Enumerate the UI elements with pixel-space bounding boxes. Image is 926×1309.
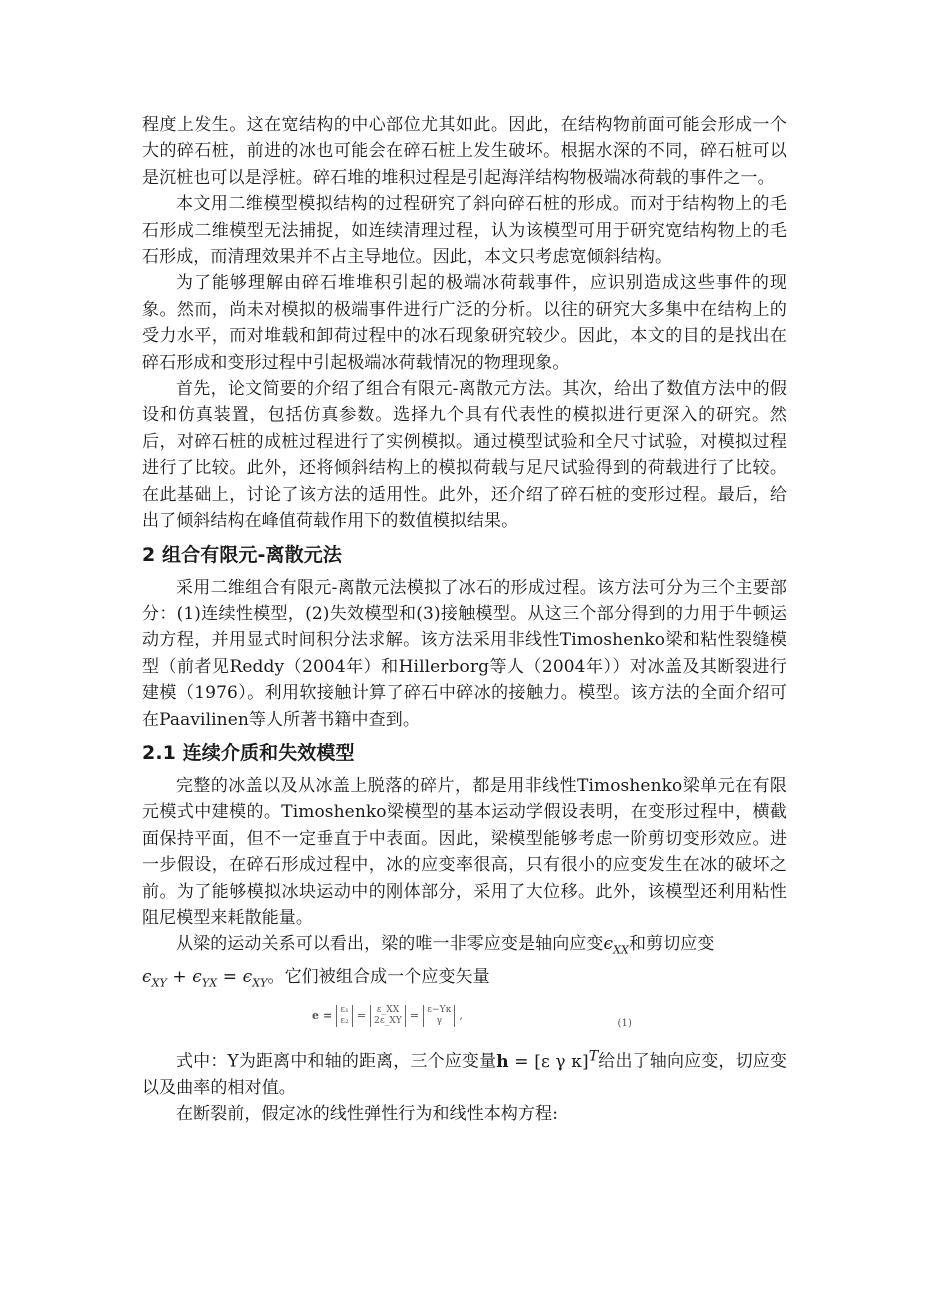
strain-vector-h: h = [ε γ κ]$^T$ bbox=[496, 1047, 599, 1072]
paragraph-timoshenko-beam: 完整的冰盖以及从冰盖上脱落的碎片，都是用非线性Timoshenko梁单元在有限元模式中建模的。Timoshenko梁模型的基本运动学假设表明，在变形过程中，横截面保持平面，但不一定垂直于中表面。因此，梁模型能够考虑一阶剪切变形效应。进一步假设，在碎石形成过程中，冰的应变率很高，只有很小的应变发生在冰的破坏之前。为了能够模拟冰块运动中的刚体部分，采用了大位移。此外，该模型还利用粘性阻尼模型来耗散能量。 bbox=[142, 775, 787, 928]
section-heading-continuum: 2.1 连续介质和失效模型 bbox=[142, 741, 355, 764]
matrix-e: ε₁ ε₂ bbox=[336, 1005, 352, 1027]
matrix-kinematics: ε−Yκ γ bbox=[423, 1005, 455, 1027]
equation-1 bbox=[142, 999, 787, 1039]
shear-strain-expression: $\epsilon_{XY} + \epsilon_{YX} = \epsilon_{XY}$ bbox=[142, 967, 268, 990]
strain-text-1: 从梁的运动关系可以看出，梁的唯一非零应变是轴向应变 bbox=[176, 934, 604, 955]
strain-text-3: 。它们被组合成一个应变矢量 bbox=[267, 967, 490, 988]
strain-vector-equation: e = ε₁ ε₂ = ε_XX 2ε_XY = ε−Yκ γ , bbox=[312, 1005, 464, 1027]
strain-text-2: 和剪切应变 bbox=[629, 934, 715, 955]
paragraph-2d-model: 本文用二维模型模拟结构的过程研究了斜向碎石桩的形成。而对于结构物上的毛石形成二维模型无法捕捉，如连续清理过程，认为该模型可用于研究宽结构物上的毛石形成，而清理效果并不占主导地位。因此，本文只考虑宽倾斜结构。 bbox=[142, 194, 787, 268]
paragraph-strain-relations bbox=[142, 931, 787, 997]
paragraph-outline: 首先，论文简要的介绍了组合有限元-离散元方法。其次，给出了数值方法中的假设和仿真装置，包括仿真参数。选择九个具有代表性的模拟进行更深入的研究。然后，对碎石桩的成桩过程进行了实例模拟。通过模型试验和全尺寸试验，对模拟过程进行了比较。此外，还将倾斜结构上的模拟荷载与足尺试验得到的荷载进行了比较。在此基础上，讨论了该方法的适用性。此外，还介绍了碎石桩的变形过程。最后，给出了倾斜结构在峰值荷载作用下的数值模拟结果。 bbox=[142, 379, 787, 532]
paragraph-rubble-pile-intro: 程度上发生。这在宽结构的中心部位尤其如此。因此，在结构物前面可能会形成一个大的碎石桩，前进的冰也可能会在碎石桩上发生破坏。根据水深的不同，碎石桩可以是沉桩也可以是浮桩。碎石堆的堆积过程是引起海洋结构物极端冰荷载的事件之一。 bbox=[142, 115, 787, 188]
paragraph-purpose: 为了能够理解由碎石堆堆积引起的极端冰荷载事件，应识别造成这些事件的现象。然而，尚未对模拟的极端事件进行广泛的分析。以往的研究大多集中在结构上的受力水平，而对堆载和卸荷过程中的冰石现象研究较少。因此，本文的目的是找出在碎石形成和变形过程中引起极端冰荷载情况的物理现象。 bbox=[142, 273, 787, 373]
section-heading-fem-dem: 2 组合有限元-离散元法 bbox=[142, 543, 342, 566]
matrix-strains: ε_XX 2ε_XY bbox=[370, 1005, 406, 1027]
document-page bbox=[142, 112, 787, 1128]
axial-strain-symbol: $\epsilon_{XX}$ bbox=[603, 934, 629, 957]
paragraph-strain-variables: 式中：Y为距离中和轴的距离，三个应变量h = [ε γ κ]$^T$给出了轴向应变，切应变以及曲率的相对值。 bbox=[142, 1047, 788, 1099]
paragraph-linear-elastic: 在断裂前，假定冰的线性弹性行为和线性本构方程: bbox=[176, 1104, 559, 1125]
paragraph-fem-dem-method: 采用二维组合有限元-离散元法模拟了冰石的形成过程。该方法可分为三个主要部分：(1)连续性模型，(2)失效模型和(3)接触模型。从这三个部分得到的力用于牛顿运动方程，并用显式时间积分法求解。该方法采用非线性Timoshenko梁和粘性裂缝模型（前者见Reddy（2004年）和Hillerborg等人（2004年））对冰盖及其断裂进行建模（1976）。利用软接触计算了碎石中碎冰的接触力。模型。该方法的全面介绍可在Paavilinen等人所著书籍中查到。 bbox=[142, 577, 787, 730]
equation-number: (1) bbox=[617, 1017, 632, 1029]
